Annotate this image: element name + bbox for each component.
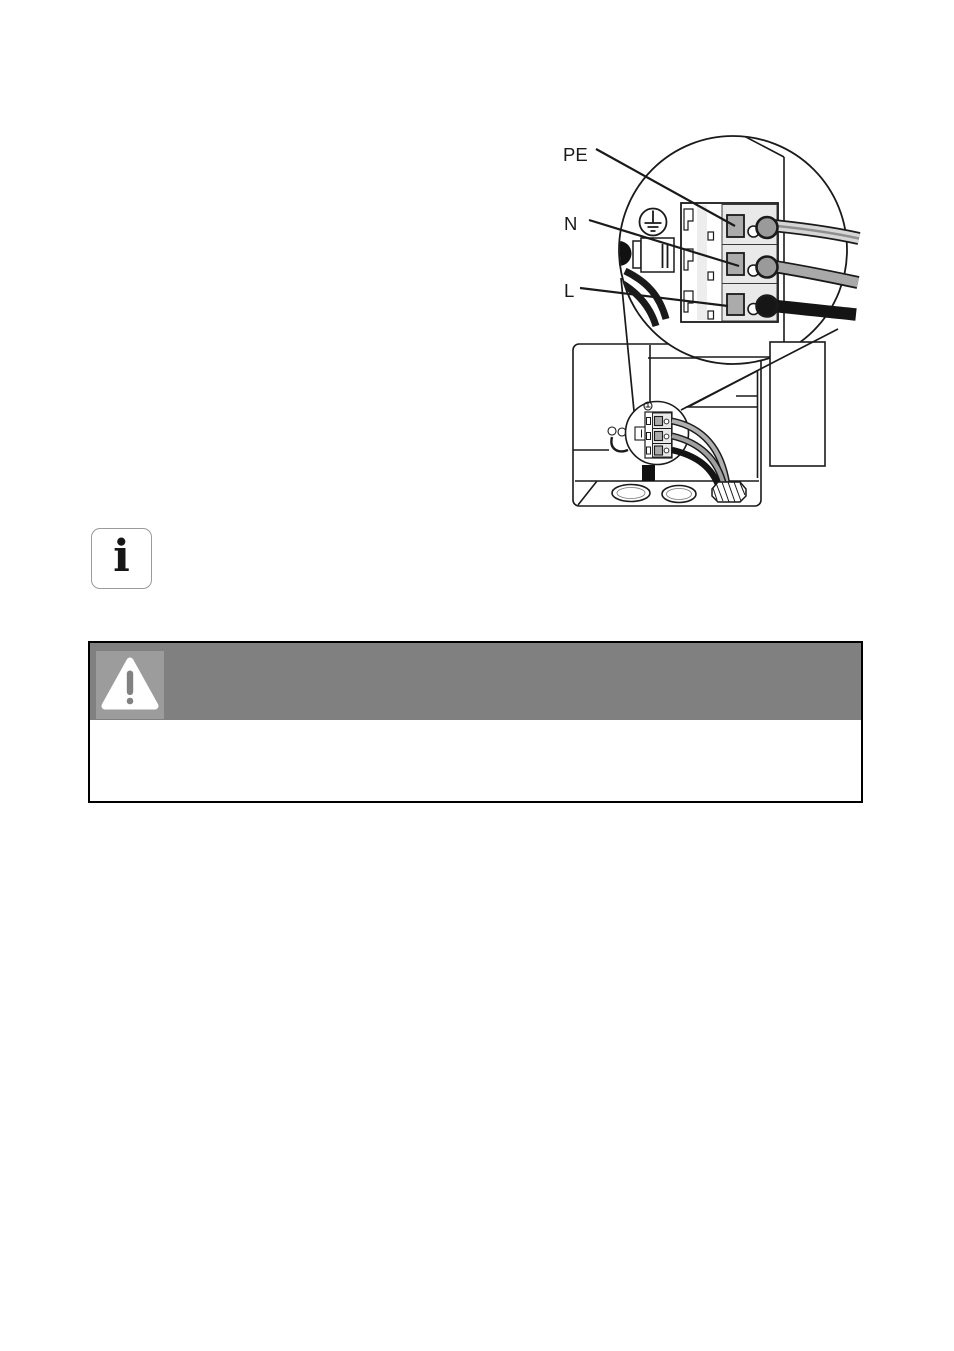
warning-body xyxy=(90,720,861,801)
wire-end-ferrules xyxy=(757,217,778,317)
warning-header xyxy=(90,643,861,720)
label-l: L xyxy=(564,280,575,301)
mains-wiring-figure xyxy=(550,115,880,515)
label-n: N xyxy=(564,213,578,234)
label-pe: PE xyxy=(563,144,588,165)
terminal-labels xyxy=(563,144,588,301)
knockout-oval xyxy=(612,485,650,502)
exclamation-dot xyxy=(127,698,134,705)
dark-slot xyxy=(642,465,655,481)
info-glyph: i xyxy=(113,530,130,582)
exclamation-bar xyxy=(127,671,133,696)
warning-icon-background xyxy=(96,651,164,719)
warning-box xyxy=(88,641,863,803)
info-icon xyxy=(91,528,152,589)
warning-triangle-icon xyxy=(96,651,164,719)
cable-gland xyxy=(712,482,746,502)
knockout-oval xyxy=(662,486,696,503)
